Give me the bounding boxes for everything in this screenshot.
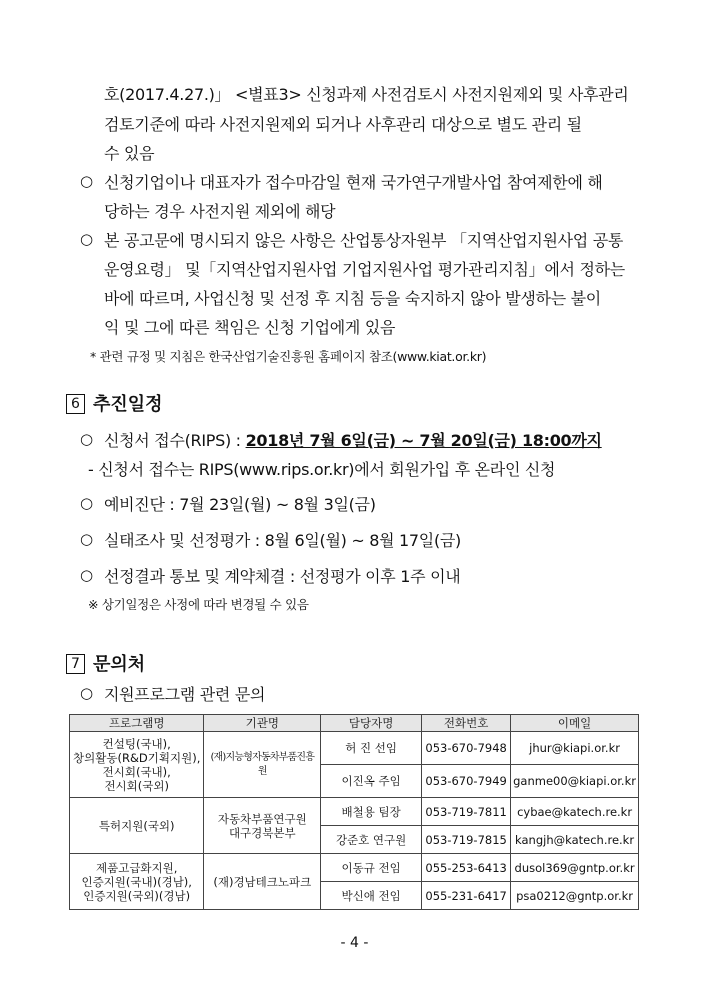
contact-phone: 055-231-6417 — [422, 882, 511, 910]
intro-line-3: 수 있음 — [104, 144, 155, 163]
bullet-2-line-4: 익 및 그에 따른 책임은 신청 기업에게 있음 — [104, 318, 396, 337]
reference-note: * 관련 규정 및 지침은 한국산업기술진흥원 홈페이지 참조(www.kiat.or.kr) — [90, 349, 487, 364]
table-row — [70, 732, 639, 765]
section-title: 추진일정 — [93, 394, 163, 415]
contact-email[interactable]: ganme00@kiapi.or.kr — [511, 765, 639, 798]
contacts-subtitle: 지원프로그램 관련 문의 — [104, 685, 266, 704]
intro-line-1: 호(2017.4.27.)」 <별표3> 신청과제 사전검토시 사전지원제외 및 사후관리 — [104, 85, 629, 104]
schedule-application-period: 2018년 7월 6일(금) ~ 7월 20일(금) 18:00까지 — [245, 431, 602, 450]
contact-email[interactable]: kangjh@katech.re.kr — [511, 826, 639, 854]
contact-phone: 053-719-7811 — [422, 798, 511, 826]
intro-line-2: 검토기준에 따라 사전지원제외 되거나 사후관리 대상으로 별도 관리 될 — [104, 115, 582, 134]
header-contact: 담당자명 — [321, 715, 422, 732]
bullet-2-line-2: 운영요령」 및「지역산업지원사업 기업지원사업 평가관리지침」에서 정하는 — [104, 260, 625, 279]
schedule-application — [104, 430, 602, 452]
contact-email[interactable]: psa0212@gntp.or.kr — [511, 882, 639, 910]
contact-name: 배철용 팀장 — [321, 798, 422, 826]
bullet-circle: ○ — [80, 566, 94, 584]
schedule-label: 신청서 접수(RIPS) : — [104, 431, 241, 450]
bullet-circle: ○ — [80, 230, 94, 248]
contact-name: 강준호 연구원 — [321, 826, 422, 854]
section-title: 문의처 — [93, 654, 146, 675]
contact-email[interactable]: cybae@katech.re.kr — [511, 798, 639, 826]
contact-phone: 053-719-7815 — [422, 826, 511, 854]
section-number-box: 7 — [66, 654, 85, 674]
program-cell: 특허지원(국외) — [70, 798, 204, 854]
section-number-box: 6 — [66, 394, 85, 414]
header-email: 이메일 — [511, 715, 639, 732]
section-7-heading — [66, 653, 145, 677]
table-row — [70, 854, 639, 882]
contact-name: 이진옥 주임 — [321, 765, 422, 798]
schedule-preliminary: 예비진단 : 7월 23일(월) ~ 8월 3일(금) — [104, 495, 376, 514]
bullet-1-line-1: 신청기업이나 대표자가 접수마감일 현재 국가연구개발사업 참여제한에 해 — [104, 173, 603, 192]
bullet-circle: ○ — [80, 530, 94, 548]
bullet-circle: ○ — [80, 684, 94, 702]
contact-email[interactable]: jhur@kiapi.or.kr — [511, 732, 639, 765]
table-header-row — [70, 715, 639, 732]
contact-phone: 053-670-7948 — [422, 732, 511, 765]
table-row — [70, 798, 639, 826]
bullet-2-line-3: 바에 따르며, 사업신청 및 선정 후 지침 등을 숙지하지 않아 발생하는 불이 — [104, 289, 601, 308]
bullet-2-line-1: 본 공고문에 명시되지 않은 사항은 산업통상자원부 「지역산업지원사업 공통 — [104, 231, 624, 250]
schedule-sub-note: - 신청서 접수는 RIPS(www.rips.or.kr)에서 회원가입 후 온라인 신청 — [88, 460, 556, 479]
schedule-evaluation: 실태조사 및 선정평가 : 8월 6일(월) ~ 8월 17일(금) — [104, 531, 461, 550]
program-cell: 컨설팅(국내), 창의활동(R&D기획지원), 전시회(국내), 전시회(국외) — [70, 732, 204, 798]
contact-name: 박신애 전임 — [321, 882, 422, 910]
contact-name: 이동규 전임 — [321, 854, 422, 882]
org-cell: 자동차부품연구원 대구경북본부 — [204, 798, 321, 854]
bullet-1-line-2: 당하는 경우 사전지원 제외에 해당 — [104, 202, 336, 221]
bullet-circle: ○ — [80, 430, 94, 448]
contact-email[interactable]: dusol369@gntp.or.kr — [511, 854, 639, 882]
org-cell: (재)지능형자동차부품진흥원 — [204, 732, 321, 798]
program-cell: 제품고급화지원, 인증지원(국내)(경남), 인증지원(국외)(경남) — [70, 854, 204, 910]
schedule-contract: 선정결과 통보 및 계약체결 : 선정평가 이후 1주 이내 — [104, 567, 461, 586]
org-cell: (재)경남테크노파크 — [204, 854, 321, 910]
header-org: 기관명 — [204, 715, 321, 732]
section-6-heading — [66, 393, 163, 417]
header-phone: 전화번호 — [422, 715, 511, 732]
contacts-table — [69, 714, 639, 910]
contact-phone: 055-253-6413 — [422, 854, 511, 882]
page-number: - 4 - — [340, 935, 369, 951]
bullet-circle: ○ — [80, 494, 94, 512]
schedule-note: ※ 상기일정은 사정에 따라 변경될 수 있음 — [88, 597, 309, 612]
bullet-circle: ○ — [80, 172, 94, 190]
contact-phone: 053-670-7949 — [422, 765, 511, 798]
header-program: 프로그램명 — [70, 715, 204, 732]
contact-name: 허 진 선임 — [321, 732, 422, 765]
